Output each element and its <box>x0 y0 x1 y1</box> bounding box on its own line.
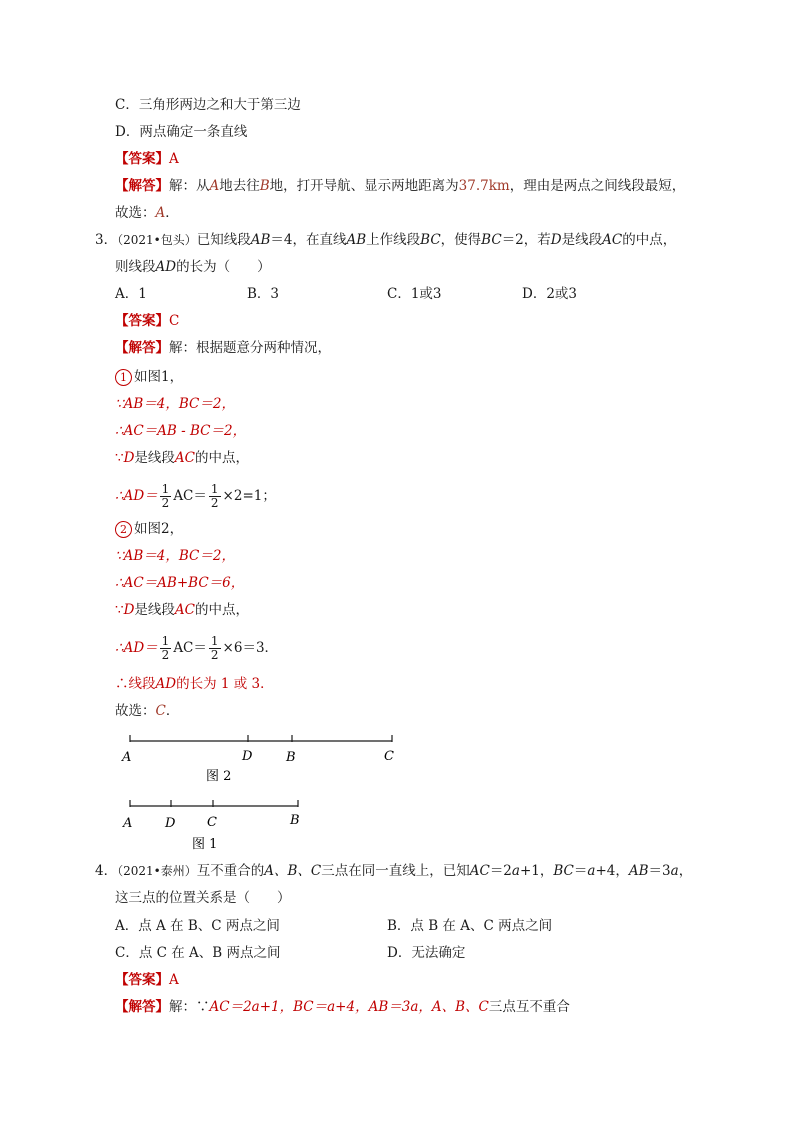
conclusion-text: ． <box>165 703 180 719</box>
explain-label: 【解答】 <box>115 178 169 194</box>
q4-answer <box>115 971 179 989</box>
stem-text: ＝2 <box>489 863 512 879</box>
explain-label: 【解答】 <box>115 340 169 356</box>
fraction-half <box>209 635 221 662</box>
q2-option-c: C．三角形两边之和大于第三边 <box>115 97 301 113</box>
figure-1 <box>110 796 310 854</box>
case2-title <box>115 520 183 538</box>
case2-line4 <box>115 630 278 666</box>
figure-1-caption: 图 1 <box>192 837 218 852</box>
explain-formula: AC＝2a+1，BC＝a+4，AB＝3a，A、B、C <box>209 999 489 1015</box>
q3-stem-line2 <box>115 258 271 276</box>
circled-two: 2 <box>115 521 132 538</box>
q2-answer <box>115 150 179 168</box>
explain-text: ，理由是两点之间线段最短， <box>509 178 686 194</box>
stem-text: ＝4，在直线 <box>270 232 347 248</box>
q3-answer <box>115 312 179 330</box>
q4-option-c: C．点 C 在 A、B 两点之间 <box>115 945 281 961</box>
summary-var: AD <box>155 676 177 692</box>
label-b: B <box>290 813 300 828</box>
question-source: （2021•包头） <box>117 233 197 247</box>
stem-var: BC <box>553 863 574 879</box>
explain-var: B <box>259 178 270 194</box>
case2-line3 <box>115 601 249 619</box>
stem-var: AC <box>602 232 623 248</box>
explain-text: 地，打开导航、显示两地距离为 <box>269 178 459 194</box>
frac-den: 2 <box>161 648 170 662</box>
stem-var: AC <box>469 863 490 879</box>
stem-text: 上作线段 <box>366 232 421 248</box>
var-ac: AC <box>174 450 196 466</box>
q4-stem-line2: 这三点的位置关系是（ ） <box>115 890 291 906</box>
stem-text: 是线段 <box>561 232 603 248</box>
answer-value: A <box>169 972 179 988</box>
conclusion-text: 故选： <box>115 703 156 719</box>
q4-stem <box>95 862 692 880</box>
stem-var: AB <box>628 863 649 879</box>
answer-value: C <box>169 313 180 329</box>
case1-line3 <box>115 449 249 467</box>
frac-num: 1 <box>210 634 219 648</box>
explain-text: 地去往 <box>219 178 260 194</box>
summary-text: ∴线段 <box>115 676 156 692</box>
line-text: 的中点， <box>195 602 250 618</box>
stem-text: ＝ <box>573 863 588 879</box>
explain-var: A <box>209 178 220 194</box>
figure-2-caption: 图 2 <box>206 769 232 784</box>
stem-var: AD <box>155 259 177 275</box>
stem-text: 的中点， <box>622 232 677 248</box>
q3-summary <box>115 675 274 693</box>
line-text: 是线段 <box>134 450 175 466</box>
question-number: 3． <box>95 232 118 248</box>
case2-line2: ∴AC＝AB+BC＝6， <box>115 575 245 591</box>
case1-title <box>115 368 183 386</box>
q2-explanation <box>115 177 685 195</box>
case-title-text: 如图2， <box>134 521 184 537</box>
summary-text: 的长为 1 或 3． <box>176 676 274 692</box>
case1-line2: ∴AC＝AB - BC＝2， <box>115 423 247 439</box>
q3-option-b: B．3 <box>247 286 280 302</box>
stem-text: 则线段 <box>115 259 156 275</box>
stem-text: +1， <box>519 863 554 879</box>
label-b: B <box>286 750 296 765</box>
stem-var: BC <box>420 232 441 248</box>
stem-var: D <box>550 232 562 248</box>
fraction-half <box>209 483 221 510</box>
question-number: 4． <box>95 863 118 879</box>
q4-option-a: A．点 A 在 B、C 两点之间 <box>115 918 280 934</box>
stem-text: ＝2，若 <box>501 232 551 248</box>
q4-option-d: D．无法确定 <box>387 945 466 961</box>
stem-var: A、B、C <box>264 863 322 879</box>
because-symbol: ∵ <box>115 450 124 466</box>
var-d: D <box>123 602 135 618</box>
q3-option-d: D．2或3 <box>522 286 578 302</box>
fraction-half <box>160 483 172 510</box>
frac-den: 2 <box>210 648 219 662</box>
q4-explanation <box>115 998 570 1016</box>
frac-num: 1 <box>161 482 170 496</box>
figure-2 <box>110 730 410 786</box>
case-title-text: 如图1， <box>134 369 184 385</box>
answer-label: 【答案】 <box>115 972 169 988</box>
stem-text: 三点在同一直线上，已知 <box>321 863 470 879</box>
stem-var: BC <box>481 232 502 248</box>
stem-text: ，使得 <box>440 232 482 248</box>
circled-one: 1 <box>115 369 132 386</box>
conclusion-value: C <box>155 703 166 719</box>
frac-num: 1 <box>161 634 170 648</box>
fraction-half <box>160 635 172 662</box>
q3-option-c: C．1或3 <box>387 286 442 302</box>
explain-label: 【解答】 <box>115 999 169 1015</box>
q3-stem <box>95 231 676 249</box>
stem-var: a <box>670 863 679 879</box>
stem-var: a <box>587 863 596 879</box>
stem-text: 的长为（ ） <box>176 259 271 275</box>
conclusion-text: 故选： <box>115 205 156 221</box>
stem-text: ＝3 <box>648 863 671 879</box>
explain-text: 解：从 <box>169 178 210 194</box>
explain-text: 解：∵ <box>169 999 210 1015</box>
q3-option-a: A．1 <box>115 286 147 302</box>
eq-mid: AC＝ <box>173 488 207 504</box>
frac-den: 2 <box>161 496 170 510</box>
stem-text: +4， <box>595 863 629 879</box>
stem-text: 已知线段 <box>196 232 251 248</box>
because-symbol: ∵ <box>115 602 124 618</box>
explain-text: 解：根据题意分两种情况， <box>169 340 331 356</box>
question-source: （2021•泰州） <box>117 864 197 878</box>
q2-option-d: D．两点确定一条直线 <box>115 124 248 140</box>
line-text: 的中点， <box>195 450 250 466</box>
label-d: D <box>242 749 253 764</box>
answer-label: 【答案】 <box>115 151 169 167</box>
frac-den: 2 <box>210 496 219 510</box>
q3-explanation <box>115 339 331 357</box>
case1-line1: ∵AB＝4，BC＝2， <box>115 396 235 412</box>
stem-var: a <box>511 863 520 879</box>
label-a: A <box>123 816 133 831</box>
eq-mid: AC＝ <box>173 640 207 656</box>
answer-value: A <box>169 151 179 167</box>
q2-conclusion <box>115 204 179 222</box>
frac-num: 1 <box>210 482 219 496</box>
stem-var: AB <box>250 232 271 248</box>
conclusion-text: ． <box>165 205 179 221</box>
q4-option-b: B．点 B 在 A、C 两点之间 <box>387 918 553 934</box>
label-d: D <box>165 816 176 831</box>
eq-rhs: ×2=1； <box>222 488 276 504</box>
label-c: C <box>207 815 217 830</box>
var-d: D <box>123 450 135 466</box>
explain-text: 三点互不重合 <box>488 999 570 1015</box>
q3-conclusion <box>115 702 179 720</box>
eq-lhs: ∴AD＝ <box>115 640 158 656</box>
eq-rhs: ×6＝3． <box>222 640 279 656</box>
stem-text: 互不重合的 <box>196 863 265 879</box>
case1-line4 <box>115 478 276 514</box>
line-text: 是线段 <box>134 602 175 618</box>
label-c: C <box>384 749 394 764</box>
eq-lhs: ∴AD＝ <box>115 488 158 504</box>
explain-distance: 37.7km <box>458 178 510 194</box>
stem-text: ， <box>678 863 693 879</box>
case2-line1: ∵AB＝4，BC＝2， <box>115 548 235 564</box>
conclusion-value: A <box>155 205 166 221</box>
label-a: A <box>122 750 132 765</box>
answer-label: 【答案】 <box>115 313 169 329</box>
var-ac: AC <box>174 602 196 618</box>
stem-var: AB <box>346 232 367 248</box>
